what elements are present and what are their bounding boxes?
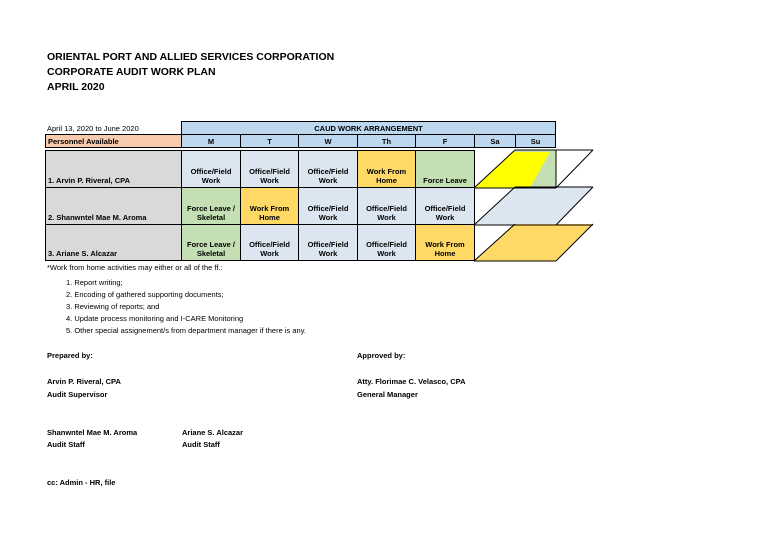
- notes-item-4: 4. Update process monitoring and I-CARE Monitoring: [66, 314, 244, 323]
- day-header-su: Su: [515, 134, 556, 148]
- day-header-sa: Sa: [474, 134, 516, 148]
- day-header-t: T: [240, 134, 299, 148]
- schedule-cell: Office/Field Work: [415, 187, 475, 225]
- approved-by-label: Approved by:: [357, 351, 406, 360]
- personnel-header: Personnel Available: [45, 134, 182, 148]
- notes-item-5: 5. Other special assignement/s from department manager if there is any.: [66, 326, 306, 335]
- document-title: CORPORATE AUDIT WORK PLAN: [47, 66, 216, 78]
- schedule-cell: Office/Field Work: [181, 150, 241, 188]
- period-label: April 13, 2020 to June 2020: [47, 124, 139, 133]
- notes-item-3: 3. Reviewing of reports; and: [66, 302, 160, 311]
- personnel-row-3: 3. Ariane S. Alcazar: [45, 224, 182, 261]
- schedule-cell: Office/Field Work: [298, 224, 358, 261]
- day-header-w: W: [298, 134, 358, 148]
- day-header-f: F: [415, 134, 475, 148]
- document-month: APRIL 2020: [47, 81, 105, 93]
- cc-line: cc: Admin - HR, file: [47, 478, 116, 487]
- prepared-title: Audit Supervisor: [47, 390, 108, 399]
- arrangement-header: CAUD WORK ARRANGEMENT: [181, 121, 556, 135]
- prepared-by-label: Prepared by:: [47, 351, 93, 360]
- schedule-cell: Force Leave / Skeletal: [181, 224, 241, 261]
- schedule-cell: Work From Home: [357, 150, 416, 188]
- schedule-cell: Office/Field Work: [240, 150, 299, 188]
- schedule-cell: Office/Field Work: [240, 224, 299, 261]
- staff1-title: Audit Staff: [47, 440, 85, 449]
- schedule-cell: Office/Field Work: [357, 224, 416, 261]
- staff2-name: Ariane S. Alcazar: [182, 428, 243, 437]
- schedule-cell: Force Leave: [415, 150, 475, 188]
- schedule-cell: Office/Field Work: [298, 187, 358, 225]
- schedule-cell: Work From Home: [240, 187, 299, 225]
- notes-intro: *Work from home activities may either or all of the ff.:: [47, 263, 223, 272]
- weekend-fill-row-3: [474, 224, 593, 261]
- schedule-cell: Force Leave / Skeletal: [181, 187, 241, 225]
- schedule-cell: Work From Home: [415, 224, 475, 261]
- weekend-fill-row-2: [474, 187, 593, 225]
- day-header-m: M: [181, 134, 241, 148]
- prepared-name: Arvin P. Riveral, CPA: [47, 377, 121, 386]
- staff1-name: Shanwntel Mae M. Aroma: [47, 428, 138, 437]
- schedule-cell: Office/Field Work: [357, 187, 416, 225]
- weekend-yellow-fill: [475, 152, 550, 188]
- approved-name: Atty. Florimae C. Velasco, CPA: [357, 377, 466, 386]
- notes-item-2: 2. Encoding of gathered supporting documents;: [66, 290, 224, 299]
- weekend-fill-row-1: [474, 150, 556, 188]
- schedule-cell: Office/Field Work: [298, 150, 358, 188]
- personnel-row-2: 2. Shanwntel Mae M. Aroma: [45, 187, 182, 225]
- weekend-outlines: [474, 150, 593, 261]
- approved-title: General Manager: [357, 390, 418, 399]
- staff2-title: Audit Staff: [182, 440, 220, 449]
- day-header-th: Th: [357, 134, 416, 148]
- notes-item-1: 1. Report writing;: [66, 278, 123, 287]
- company-name: ORIENTAL PORT AND ALLIED SERVICES CORPORATION: [47, 51, 335, 63]
- personnel-row-1: 1. Arvin P. Riveral, CPA: [45, 150, 182, 188]
